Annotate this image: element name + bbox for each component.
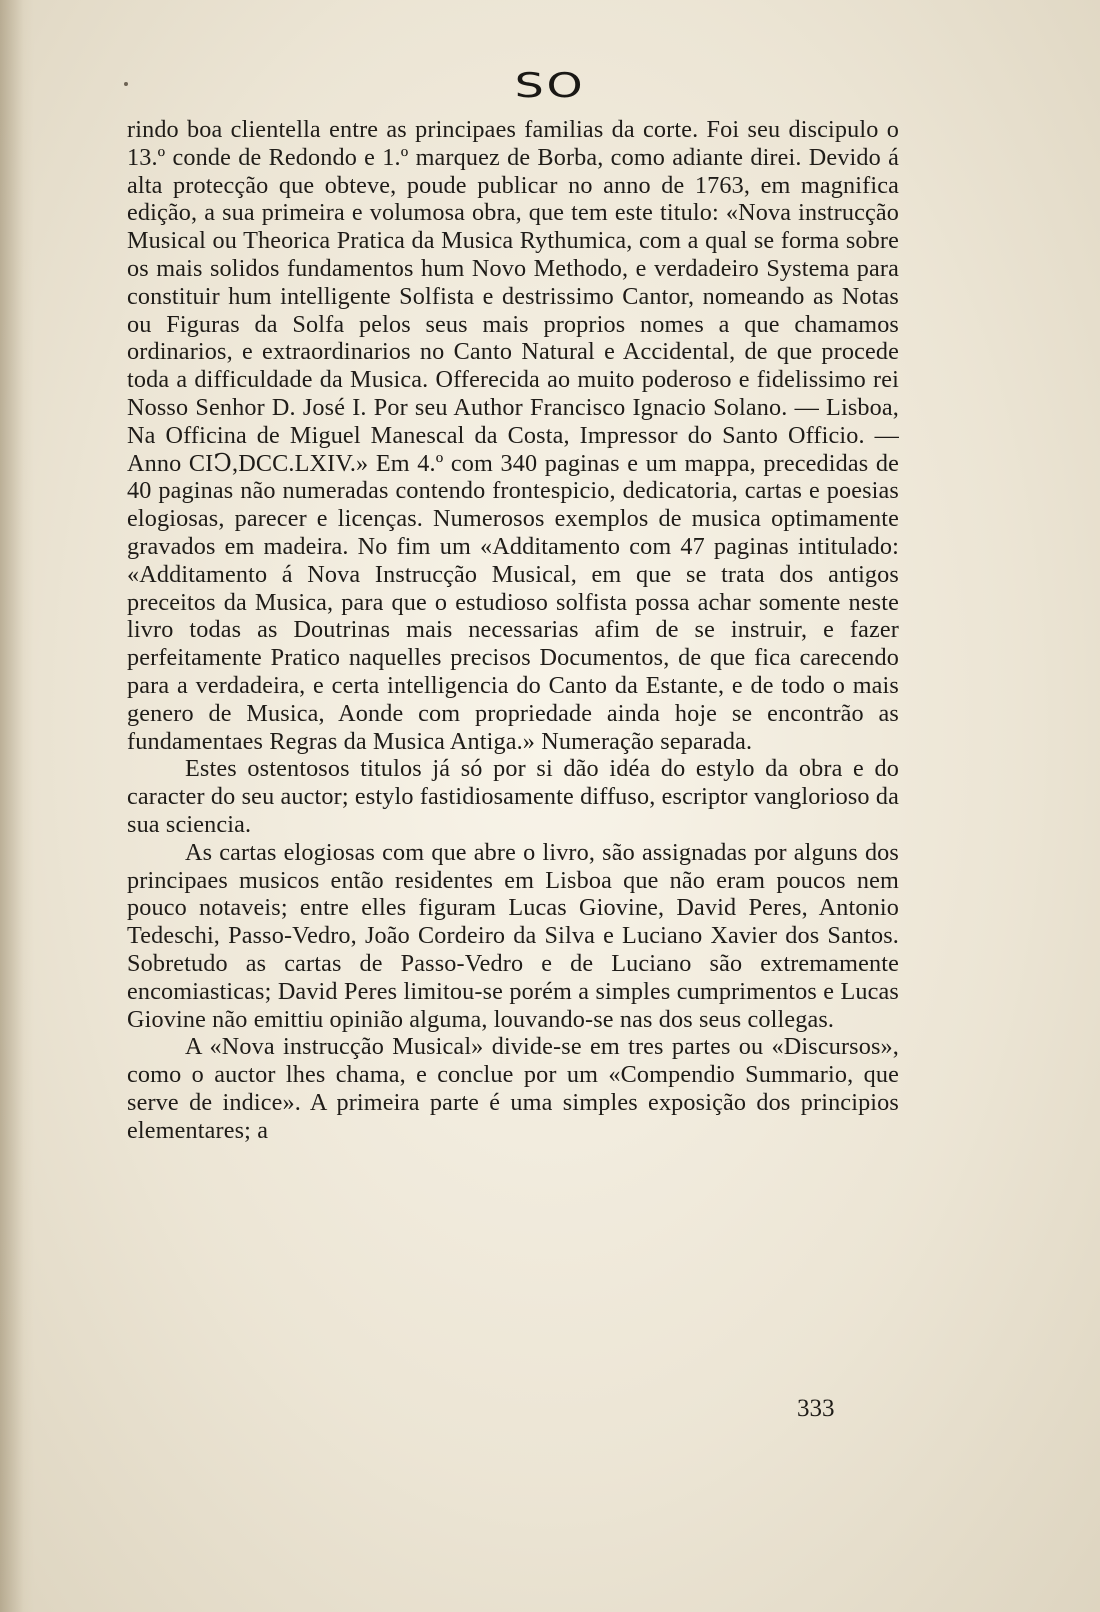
body-text <box>127 116 899 1144</box>
paragraph: Estes ostentosos titulos já só por si dão idéa do estylo da obra e do caracter do seu auctor; estylo fastidiosamente diffuso, escriptor vanglorioso da sua sciencia. <box>127 755 899 838</box>
running-head: SO <box>514 66 586 106</box>
page-number: 333 <box>797 1395 835 1422</box>
paragraph: As cartas elogiosas com que abre o livro, são assignadas por alguns dos principaes musicos então residentes em Lisboa que não eram poucos nem pouco notaveis; entre elles figuram Lucas Giovine, David Peres, Antonio Tedeschi, Passo-Vedro, João Cordeiro da Silva e Luciano Xavier dos Santos. Sobretudo as cartas de Passo-Vedro e de Luciano são extremamente encomiasticas; David Peres limitou-se porém a simples cumprimentos e Lucas Giovine não emittiu opinião alguma, louvando-se nas dos seus collegas. <box>127 838 899 1033</box>
paragraph: rindo boa clientella entre as principaes familias da corte. Foi seu discipulo o 13.º conde de Redondo e 1.º marquez de Borba, como adiante direi. Devido á alta protecção que obteve, poude publicar no anno de 1763, em magnifica edição, a sua primeira e volumosa obra, que tem este titulo: «Nova instrucção Musical ou Theorica Pratica da Musica Rythumica, com a qual se forma sobre os mais solidos fundamentos hum Novo Methodo, e verdadeiro Systema para constituir hum intelligente Solfista e destrissimo Cantor, nomeando as Notas ou Figuras da Solfa pelos seus mais proprios nomes a que chamamos ordinarios, e extraordinarios no Canto Natural e Accidental, de que procede toda a difficuldade da Musica. Offerecida ao muito poderoso e fidelissimo rei Nosso Senhor D. José I. Por seu Author Francisco Ignacio Solano. — Lisboa, Na Officina de Miguel Manescal da Costa, Impressor do Santo Officio. — Anno CIↃ,DCC.LXIV.» Em 4.º com 340 paginas e um mappa, precedidas de 40 paginas não numeradas contendo frontespicio, dedicatoria, cartas e poesias elogiosas, parecer e licenças. Numerosos exemplos de musica optimamente gravados em madeira. No fim um «Additamento com 47 paginas intitulado: «Additamento á Nova Instrucção Musical, em que se trata dos antigos preceitos da Musica, para que o estudioso solfista possa achar somente neste livro todas as Doutrinas mais necessarias afim de se instruir, e fazer perfeitamente Pratico naquelles precisos Documentos, de que fica carecendo para a verdadeira, e certa intelligencia do Canto da Estante, e de todo o mais genero de Musica, Aonde com propriedade ainda hoje se encontrão as fundamentaes Regras da Musica Antiga.» Numeração separada. <box>127 116 899 755</box>
paragraph: A «Nova instrucção Musical» divide-se em tres partes ou «Discursos», como o auctor lhes chama, e conclue por um «Compendio Summario, que serve de indice». A primeira parte é uma simples exposição dos principios elementares; a <box>127 1033 899 1144</box>
binding-shadow <box>0 0 34 1612</box>
